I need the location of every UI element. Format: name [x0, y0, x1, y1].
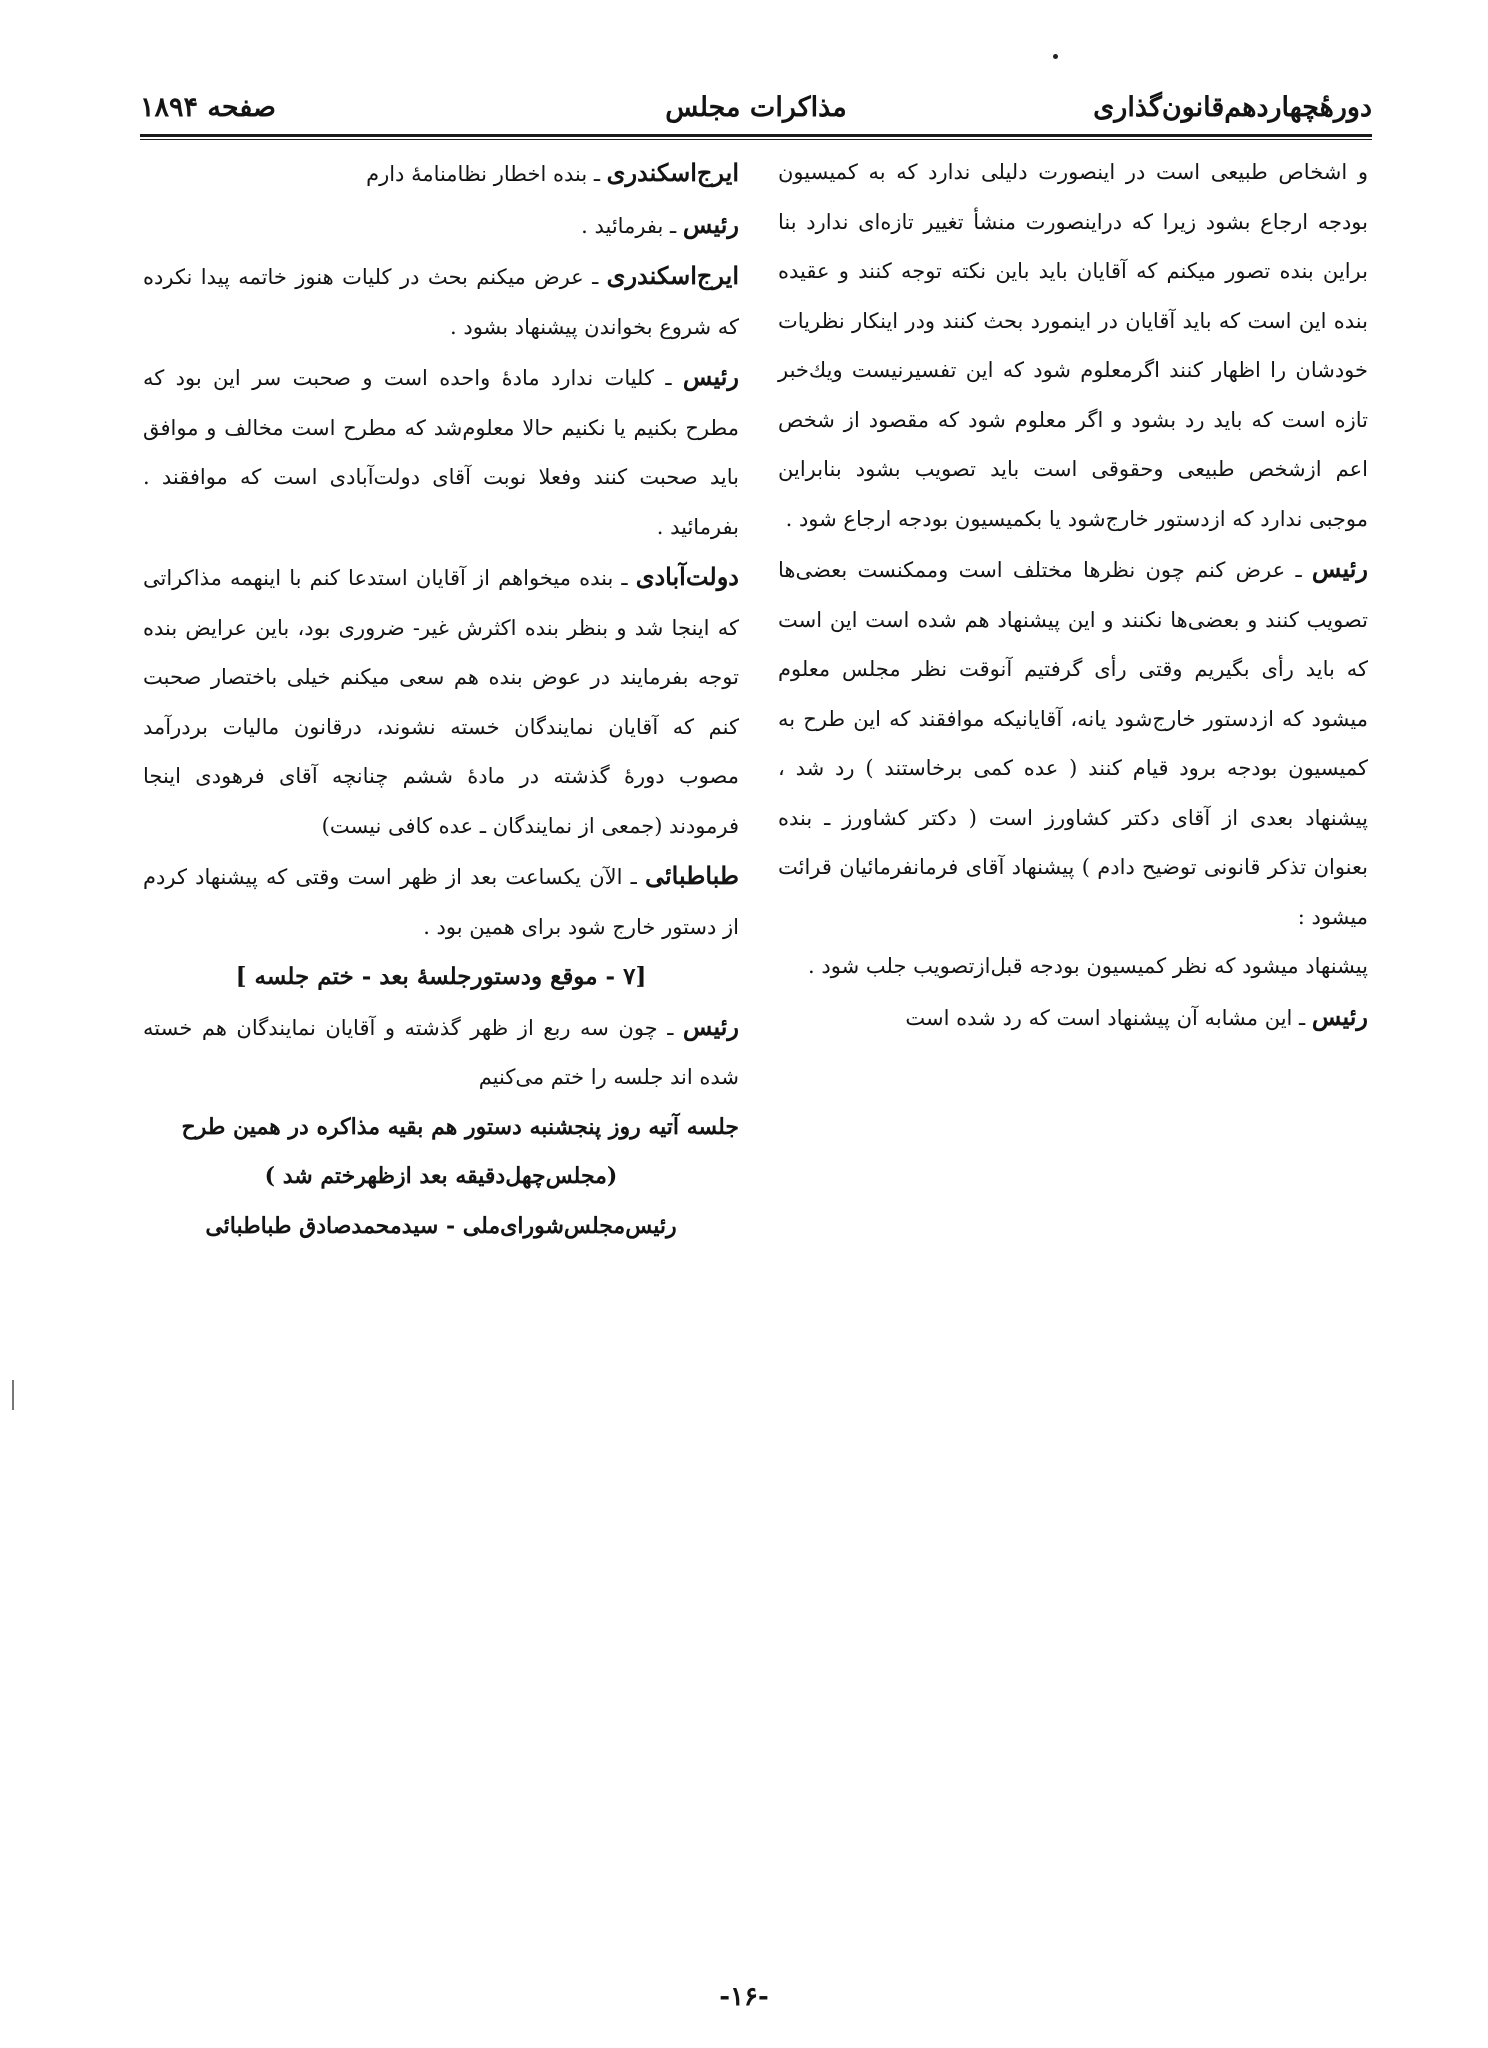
paragraph	[778, 992, 1368, 1044]
right-column	[778, 148, 1368, 1043]
page-number: -۱۶-	[719, 1982, 769, 2012]
header-rule-thin	[140, 139, 1372, 140]
paragraph: پیشنهاد میشود که نظر کمیسیون بودجه قبل‌ازتصویب جلب شود .	[808, 954, 1368, 978]
speaker-name: دولت‌آبادی	[635, 562, 739, 591]
speech-text: ـ بفرمائید .	[581, 213, 683, 238]
speaker-name: طباطبائی	[645, 861, 739, 890]
speech-text: ـ کلیات ندارد مادهٔ واحده است و صحبت سر این بود که مطرح بکنیم یا نکنیم حالا معلوم‌شد که مطرح است مخالف و موافق باید صحبت کنند وفعلا نوبت آقای دولت‌آبادی است که موافقند . بفرمائید .	[143, 366, 739, 539]
speech-text: ـ چون سه ربع از ظهر گذشته و آقایان نمایندگان هم خسته شده اند جلسه را ختم می‌کنیم	[143, 1015, 739, 1089]
speech-text: ـ این مشابه آن پیشنهاد است که رد شده است	[905, 1005, 1312, 1030]
speech-text: ـ بنده اخطار نظامنامهٔ دارم	[366, 162, 607, 186]
left-column	[143, 148, 739, 1251]
speaker-name: رئیس	[1311, 1001, 1368, 1031]
page-header	[140, 88, 1372, 134]
paragraph	[143, 552, 739, 851]
speaker-name: رئیس	[682, 1011, 739, 1041]
paragraph: و اشخاص طبیعی است در اینصورت دلیلی ندارد که به کمیسیون بودجه ارجاع بشود زیرا که دراینصورت منشأ تغییر تازه‌ای ندارد بنا براین بنده تصور میکنم که آقایان باید باین نکته توجه کنند و عقیده بنده این است که باید آقایان در اینمورد بحث کنند ودر اینکار نظریات خودشان را اظهار کنند اگرمعلوم شود که این تفسیرنیست ویك‌خبر تازه است که باید رد بشود و اگر معلوم شود که مقصود از شخص اعم ازشخص طبیعی وحقوقی است باید تصویب بشود بنابراین موجبی ندارد که ازدستور خارج‌شود یا بکمیسیون بودجه ارجاع شود .	[778, 160, 1368, 531]
speech-text: ـ الآن یکساعت بعد از ظهر است وقتی که پیشنهاد کردم از دستور خارج شود برای همین بود .	[143, 865, 739, 939]
speech-text: ـ عرض میکنم بحث در کلیات هنوز خاتمه پیدا نکرده که شروع بخواندن پیشنهاد بشود .	[143, 265, 739, 339]
header-rule	[140, 134, 1372, 137]
paragraph	[143, 352, 739, 552]
paragraph	[778, 544, 1368, 942]
paragraph	[143, 1002, 739, 1103]
margin-mark	[12, 1380, 14, 1410]
speaker-name: رئیس	[682, 362, 739, 391]
speech-text: ـ عرض کنم چون نظرها مختلف است وممکنست بعضی‌ها تصویب کنند و بعضی‌ها نکنند و این پیشنهاد هم شده است این است که باید رأی بگیریم وقتی رأی گرفتیم آنوقت نظر مجلس معلوم میشود که ازدستور خارج‌شود یانه، آقایانیکه موافقند که این طرح به کمیسیون بودجه برود قیام کنند ( عده کمی برخاستند ) رد شد ، پیشنهاد بعدی از آقای دکتر کشاورز است ( دکتر کشاورز ـ بنده بعنوان تذکر قانونی توضیح دادم ) پیشنهاد آقای فرمانفرمائیان قرائت میشود :	[778, 558, 1368, 929]
ink-dot	[1053, 54, 1058, 59]
speaker-name: رئیس	[682, 209, 739, 239]
speech-text: ـ بنده میخواهم از آقایان استدعا کنم با اینهمه مذاکراتی که اینجا شد و بنظر بنده اکثرش غیر- ضروری بود، باین عرایض بنده توجه بفرمایند در عوض بنده هم سعی میکنم خیلی باختصار صحبت کنم که آقایان نمایندگان خسته نشوند، درقانون مالیات بردرآمد مصوب دورهٔ گذشته در مادهٔ ششم چنانچه آقای فرهودی اینجا فرمودند (جمعی از نمایندگان ـ عده کافی نیست)	[143, 566, 739, 838]
paragraph	[143, 251, 739, 352]
signature-line: رئیس‌مجلس‌شورای‌ملی - سیدمحمدصادق طباطبائی	[205, 1212, 677, 1239]
header-session-title: دورهٔچهاردهم‌قانون‌گذاری	[1093, 92, 1372, 123]
speaker-name: رئیس	[1311, 554, 1368, 583]
header-page-label: صفحه ۱۸۹۴	[140, 92, 276, 123]
paragraph	[143, 851, 739, 952]
speaker-name: ایرج‌اسکندری	[606, 158, 739, 187]
paragraph	[143, 200, 739, 252]
paragraph	[143, 148, 739, 200]
next-session-note: جلسه آتیه روز پنجشنبه دستور هم بقیه مذاکره در همین طرح	[181, 1113, 739, 1140]
speaker-name: ایرج‌اسکندری	[606, 261, 739, 290]
section-heading: [۷ - موقع ودستورجلسهٔ بعد - ختم جلسه ]	[235, 963, 647, 990]
header-publication-title: مذاکرات مجلس	[665, 92, 847, 123]
session-closing-note: (مجلس‌چهل‌دقیقه بعد ازظهرختم شد )	[264, 1163, 618, 1189]
